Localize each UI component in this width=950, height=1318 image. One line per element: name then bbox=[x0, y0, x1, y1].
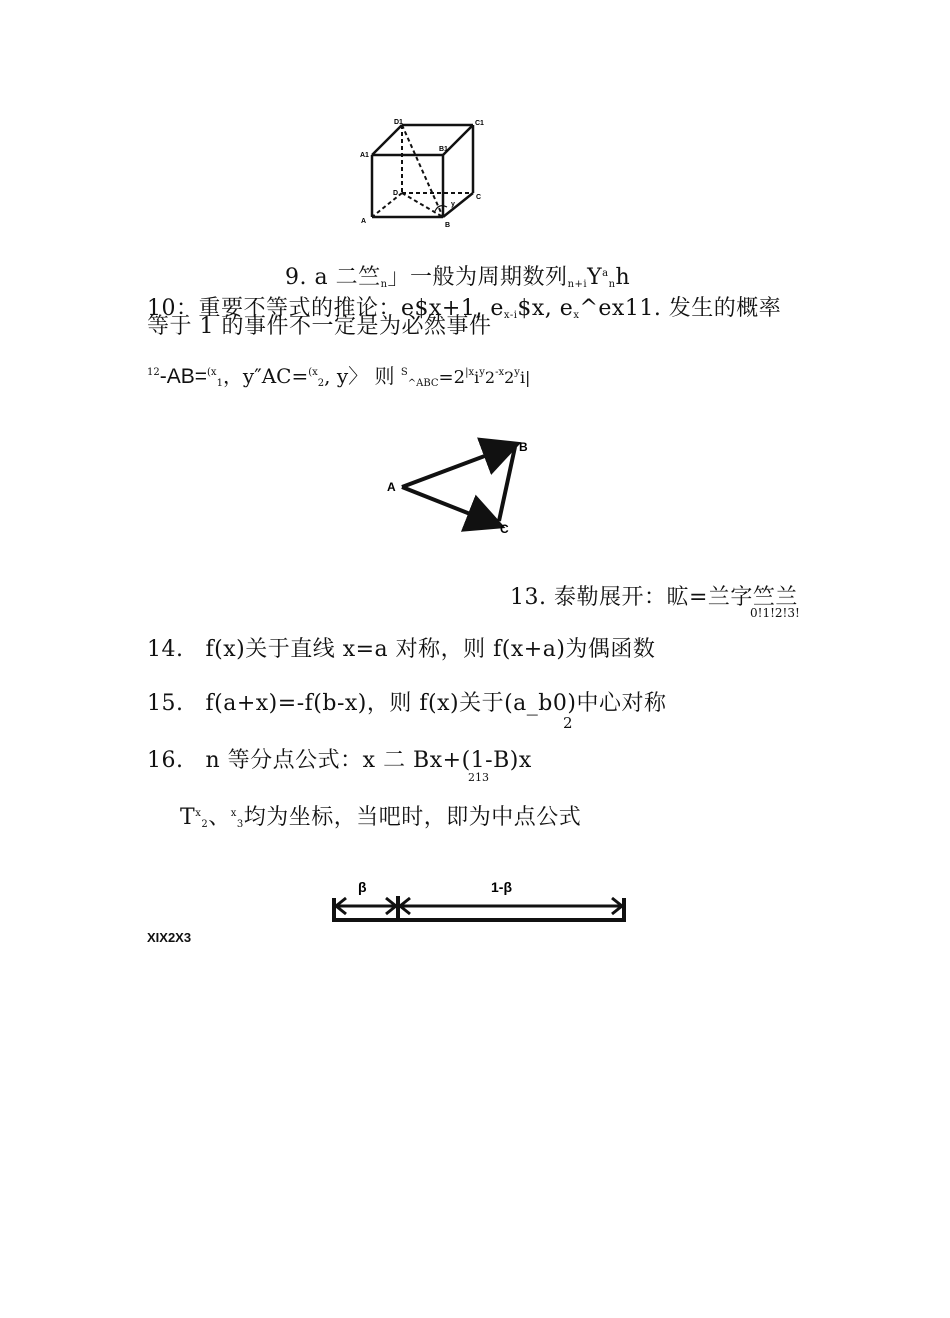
formula-10-sub2: x bbox=[573, 310, 580, 321]
formula-12-fsub: -x bbox=[495, 367, 505, 378]
vector-ab bbox=[402, 445, 514, 487]
formula-17-text: 均为坐标，当吧时，即为中点公式 bbox=[243, 805, 582, 830]
formula-17-sup1: x bbox=[195, 808, 202, 819]
cube-edge bbox=[372, 125, 402, 155]
formula-12-fsup: |x bbox=[465, 367, 475, 378]
formula-12 bbox=[147, 360, 530, 389]
formula-16 bbox=[147, 743, 532, 774]
formula-16-num: 16. bbox=[147, 748, 184, 773]
formula-14-num: 14. bbox=[147, 637, 184, 662]
formula-15-text2: 中心对称 bbox=[576, 691, 667, 716]
label-c1: C1 bbox=[475, 120, 484, 127]
formula-10-sub: x-i bbox=[503, 310, 518, 321]
formula-12-s-label: S bbox=[400, 367, 408, 378]
formula-12-s2: 2 bbox=[317, 378, 325, 389]
formula-9-tail2: h bbox=[615, 265, 631, 290]
formula-12-mid: ，y″AC= bbox=[222, 364, 309, 388]
label-y: y bbox=[451, 201, 455, 208]
formula-12-area: =2 bbox=[438, 367, 466, 388]
formula-15-frac: (a_b0) bbox=[504, 691, 577, 716]
label-d1: D1 bbox=[394, 119, 403, 126]
formula-10-part2: $x+1, e bbox=[414, 296, 504, 321]
formula-17-sub1: 2 bbox=[201, 819, 209, 830]
diagonal-d1b bbox=[402, 125, 443, 217]
formula-10-continuation: 等于 1 的事件不一定是为必然事件 bbox=[147, 314, 492, 339]
label-b: B bbox=[445, 222, 451, 229]
label-b: B bbox=[519, 440, 528, 454]
cube-figure bbox=[355, 115, 495, 233]
formula-14 bbox=[147, 632, 655, 663]
segment-caption: XIX2X3 bbox=[147, 930, 192, 945]
formula-9-sup: a bbox=[602, 268, 609, 279]
label-d: D bbox=[393, 190, 399, 197]
formula-9-rest: 」一般为周期数列 bbox=[387, 265, 568, 290]
formula-12-ab: -AB= bbox=[159, 365, 208, 388]
formula-17-sub2: 3 bbox=[236, 819, 244, 830]
vector-triangle-figure bbox=[378, 435, 530, 540]
segment-ratio-figure bbox=[328, 872, 630, 928]
formula-12-rest: , y〉 则 bbox=[324, 364, 395, 388]
one-minus-beta-label: 1-β bbox=[491, 879, 512, 895]
label-a: A bbox=[361, 218, 367, 225]
label-c: C bbox=[500, 522, 509, 536]
vector-ac bbox=[402, 487, 498, 525]
formula-12-f2: 2 bbox=[484, 368, 496, 387]
formula-12-p2: (x bbox=[308, 367, 318, 378]
formula-17-t: T bbox=[180, 805, 196, 830]
formula-9 bbox=[285, 260, 630, 291]
formula-15-frac-bottom: 2 bbox=[563, 714, 573, 732]
cube-edge bbox=[443, 193, 473, 217]
beta-label: β bbox=[358, 879, 367, 895]
formula-17 bbox=[180, 800, 581, 831]
formula-13-denominators: 0!1!2!3! bbox=[750, 606, 800, 620]
formula-9-main: 9. a 二竺 bbox=[285, 265, 381, 290]
formula-13: 13. 泰勒展开：昿=兰字竺兰 bbox=[510, 585, 798, 610]
formula-12-s-sub: ^ABC bbox=[407, 378, 439, 389]
formula-15-num: 15. bbox=[147, 691, 184, 716]
formula-12-fsup2: y bbox=[479, 367, 485, 378]
formula-12-num: 12 bbox=[147, 367, 160, 378]
formula-17-mid: 、 bbox=[208, 805, 231, 830]
label-a1: A1 bbox=[360, 152, 369, 159]
formula-9-sub2: n+i bbox=[567, 279, 588, 290]
label-a: A bbox=[387, 480, 396, 494]
formula-10-part4: ^ex11. 发生的概率 bbox=[579, 296, 782, 321]
formula-15-text1: f(a+x)=-f(b-x)，则 f(x)关于 bbox=[205, 691, 505, 716]
formula-9-tail: Y bbox=[587, 265, 603, 290]
segment-bc bbox=[499, 447, 515, 521]
formula-9-sub3: n bbox=[608, 279, 616, 290]
formula-10-part3: $x, e bbox=[517, 296, 574, 321]
formula-12-s1: 1 bbox=[216, 378, 223, 389]
formula-12-fi: i bbox=[474, 368, 480, 387]
formula-10-part1: 10：重要不等式的推论：e bbox=[147, 296, 415, 321]
formula-14-text: f(x)关于直线 x=a 对称，则 f(x+a)为偶函数 bbox=[205, 637, 656, 662]
formula-17-sup2: x bbox=[230, 808, 237, 819]
formula-15 bbox=[147, 686, 666, 717]
formula-12-p1: (x bbox=[207, 367, 217, 378]
formula-12-f2b: 2 bbox=[504, 368, 515, 387]
formula-12-fsup3: y bbox=[514, 367, 520, 378]
formula-9-sub: n bbox=[380, 279, 388, 290]
label-c: C bbox=[476, 194, 482, 201]
label-b1: B1 bbox=[439, 146, 448, 153]
formula-12-fend: i| bbox=[519, 368, 531, 387]
formula-16-text: n 等分点公式：x 二 Bx+(1-B)x bbox=[205, 748, 532, 773]
formula-16-under: 213 bbox=[468, 771, 489, 784]
